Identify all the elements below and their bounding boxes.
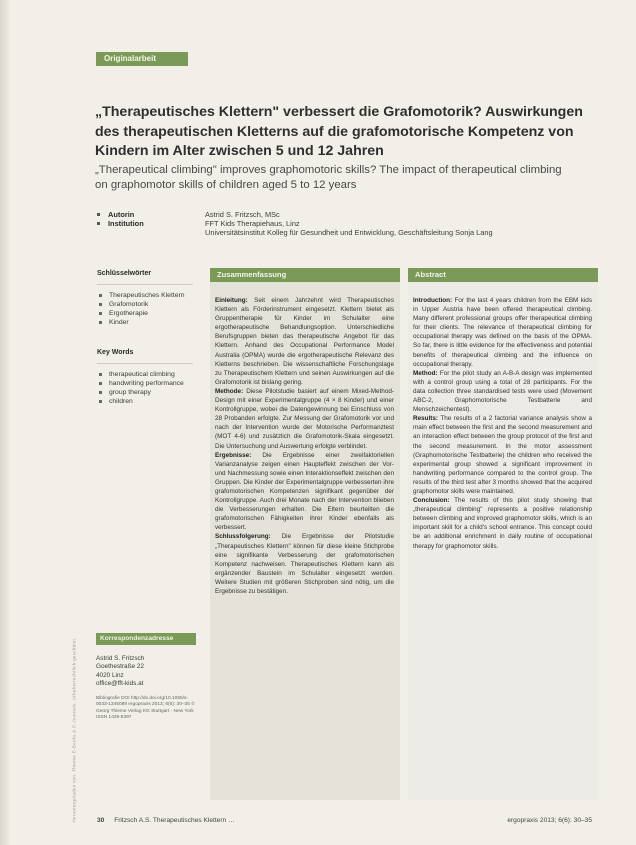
abstract-paragraph	[215, 387, 394, 451]
abstract-box	[408, 268, 598, 800]
abstract-paragraph	[215, 296, 394, 387]
abstract-heading: Abstract	[408, 268, 598, 282]
keyword-item: group therapy	[97, 388, 197, 397]
paragraph-label: Results:	[413, 415, 439, 423]
bibliography-note: Bibliografie DOI http://dx.doi.org/10.1055/s-0033-1345089 ergopraxis 2013; 6(6): 30–35 © Georg Thieme Verlag KG Stuttgart · New York ISSN 1439-8397	[96, 695, 195, 721]
title-english: „Therapeutical climbing" improves graphomotoric skills? The impact of therapeutical climbing on graphomotor skills of children aged 5 to 12 years	[95, 164, 562, 191]
keyword-item: Grafomotorik	[97, 300, 197, 309]
authors-label: Autorin	[95, 210, 205, 219]
page-edge	[0, 0, 10, 845]
keywords-column	[97, 270, 197, 406]
abstract-paragraph	[413, 496, 592, 551]
paragraph-label: Ergebnisse:	[215, 451, 252, 459]
paragraph-label: Schlussfolgerung:	[215, 533, 271, 541]
paragraph-text: Seit einem Jahrzehnt wird Therapeutisches Klettern als Förderinstrument eingesetzt. Klettern bietet als Gruppentherapie für Kinder im Schulalter eine ergotherapeutische Behandlungsoption. Unterschiedliche Berufsgruppen bieten das therapeutische Angebot für das Klettern. Anhand des Occupational Performance Model Australia (OPMA) wurde die ergotherapeutische Relevanz des Kletterns beschrieben. Die wissenschaftliche Forschungslage zu Therapeutischem Klettern und seinen Auswirkungen auf die Grafomotorik ist bislang gering.	[215, 297, 394, 386]
keywords-de-heading: Schlüsselwörter	[97, 270, 152, 277]
abstract-paragraph	[413, 369, 592, 414]
keyword-item: children	[97, 397, 197, 406]
address-email: office@fft-kids.at	[96, 680, 144, 688]
paragraph-label: Introduction:	[413, 297, 453, 304]
abstract-paragraph	[215, 532, 394, 596]
journal-citation: ergopraxis 2013; 6(6): 30–35	[507, 817, 592, 824]
zusammenfassung-box	[210, 268, 400, 800]
correspondence-box	[96, 633, 196, 722]
correspondence-heading: Korrespondenzadresse	[96, 633, 196, 645]
abstract-paragraph	[413, 414, 592, 496]
section-tab: Originalarbeit	[96, 52, 188, 66]
institution-row	[95, 219, 575, 237]
correspondence-address	[96, 655, 196, 689]
keywords-en-heading: Key Words	[97, 349, 134, 356]
paragraph-label: Methode:	[215, 387, 244, 395]
paragraph-label: Conclusion:	[413, 497, 450, 505]
institution-line-2: Universitätsinstitut Kolleg für Gesundheit und Entwicklung, Geschäftsleitung Sonja Lang	[205, 228, 493, 237]
article-meta	[95, 210, 575, 237]
paragraph-text: For the pilot study an A-B-A design was implemented with a control group using a total of 28 participants. For the data collection three standardised tests were used (Movement ABC-2, Graphomotorische Testbatterie and Menschzeichentest).	[413, 369, 592, 414]
paragraph-text: For the last 4 years children from the EBM kids in Upper Austria have been offered therapeutical climbing. Many different professional groups offer therapeutical climbing for their clients. The relevance of therapeutical climbing for occupational therapy was defined on the basis of the OPMA. So far, there is little evidence for the effectiveness and potential benefits of therapeutical climbing and the influence on occupational therapy.	[413, 297, 592, 368]
address-line: Goethestraße 22	[96, 663, 144, 671]
authors-value: Astrid S. Fritzsch, MSc	[205, 210, 280, 219]
zusammenfassung-heading: Zusammenfassung	[210, 268, 400, 282]
address-line: 4020 Linz	[96, 671, 124, 679]
download-notice	[64, 70, 77, 830]
address-line: Astrid S. Fritzsch	[96, 655, 145, 662]
paragraph-label: Einleitung:	[215, 297, 248, 304]
keyword-item: handwriting performance	[97, 379, 197, 388]
authors-row	[95, 210, 575, 219]
keyword-item: Therapeutisches Klettern	[97, 291, 197, 300]
keyword-item: Kinder	[97, 318, 197, 327]
keyword-item: Ergotherapie	[97, 309, 197, 318]
keywords-en-list	[97, 370, 197, 406]
running-title: Fritzsch A.S. Therapeutisches Klettern …	[114, 817, 235, 824]
abstract-body	[408, 282, 598, 551]
paragraph-text: The results of this pilot study showing that „therapeutical climbing" represents a positive relationship between climbing and improved graphomotor skills, which is an important skill for a child's school entrance. This concept could be an additional enrichment in daily routine of occupational therapy for graphomotor skills.	[413, 497, 592, 550]
abstract-paragraph	[215, 451, 394, 533]
paragraph-text: Die Ergebnisse einer zweifaktoriellen Varianzanalyse zeigen einen Haupteffekt zwischen der Vor- und Nachmessung sowie einen Interaktionseffekt zwischen den Gruppen. Die Kinder der Experimentalgruppe verbesserten ihre grafomotorischen Kompetenzen signifikant gegenüber der Kontrollgruppe. Auch drei Monate nach der Intervention blieben die Verbesserungen erhalten. Die Eltern beurteilten die grafomotorischen Fähigkeiten ihrer Kinder ebenfalls als verbessert.	[215, 451, 394, 532]
zusammenfassung-body	[210, 282, 400, 596]
page-number: 30	[97, 817, 105, 824]
title-german: „Therapeutisches Klettern" verbessert die Grafomotorik? Auswirkungen des therapeutischen Kletterns auf die grafomotorische Kompetenz von Kindern im Alter zwischen 5 und 12 Jahren	[95, 104, 583, 159]
download-notice-text: Heruntergeladen von: Thieme E-Books & E-Journals. Urheberrechtlich geschützt.	[71, 637, 77, 823]
paragraph-text: The results of a 2 factorial variance analysis show a main effect between the first and the second measurement and an interaction effect between the group protocol of the first and the second measurement. In the motor assessment (Graphomotorische Testbatterie) the children who received the experimental group showed a significant improvement in handwriting performance compared to the control group. The results of the third test after 3 months showed that the acquired graphomotor skills were maintained.	[413, 415, 592, 495]
paragraph-label: Method:	[413, 369, 438, 377]
paragraph-text: Diese Pilotstudie basiert auf einem Mixed-Method-Design mit einer Experimentalgruppe (4 × 8 Kinder) und einer Kontrollgruppe, wobei die Datengewinnung bei Einschluss von 28 Probanden erfolgte. Zur Messung der Grafomotorik vor und nach der Intervention wurde der Motorische Performanztest (MOT 4-6) und zusätzlich die Grafomotorik-Skala eingesetzt. Die Untersuchung und Auswertung erfolgte verblindet.	[215, 387, 394, 450]
page-footer	[97, 817, 592, 824]
divider	[97, 284, 193, 285]
institution-label: Institution	[95, 219, 205, 237]
institution-line-1: FFT Kids Therapiehaus, Linz	[205, 219, 300, 228]
divider	[97, 363, 193, 364]
abstract-paragraph	[413, 296, 592, 369]
paragraph-text: Die Ergebnisse der Pilotstudie „Therapeutisches Klettern" können für diese kleine Stichprobe eine signifikante Verbesserung der grafomotorischen Kompetenz nachweisen. Therapeutisches Klettern kann als ergänzender Baustein im Schulalter eingesetzt werden. Weitere Studien mit größeren Stichproben sind nötig, um die Ergebnisse zu bestätigen.	[215, 533, 394, 595]
institution-value	[205, 219, 575, 237]
keyword-item: therapeutical climbing	[97, 370, 197, 379]
keywords-de-list	[97, 291, 197, 327]
